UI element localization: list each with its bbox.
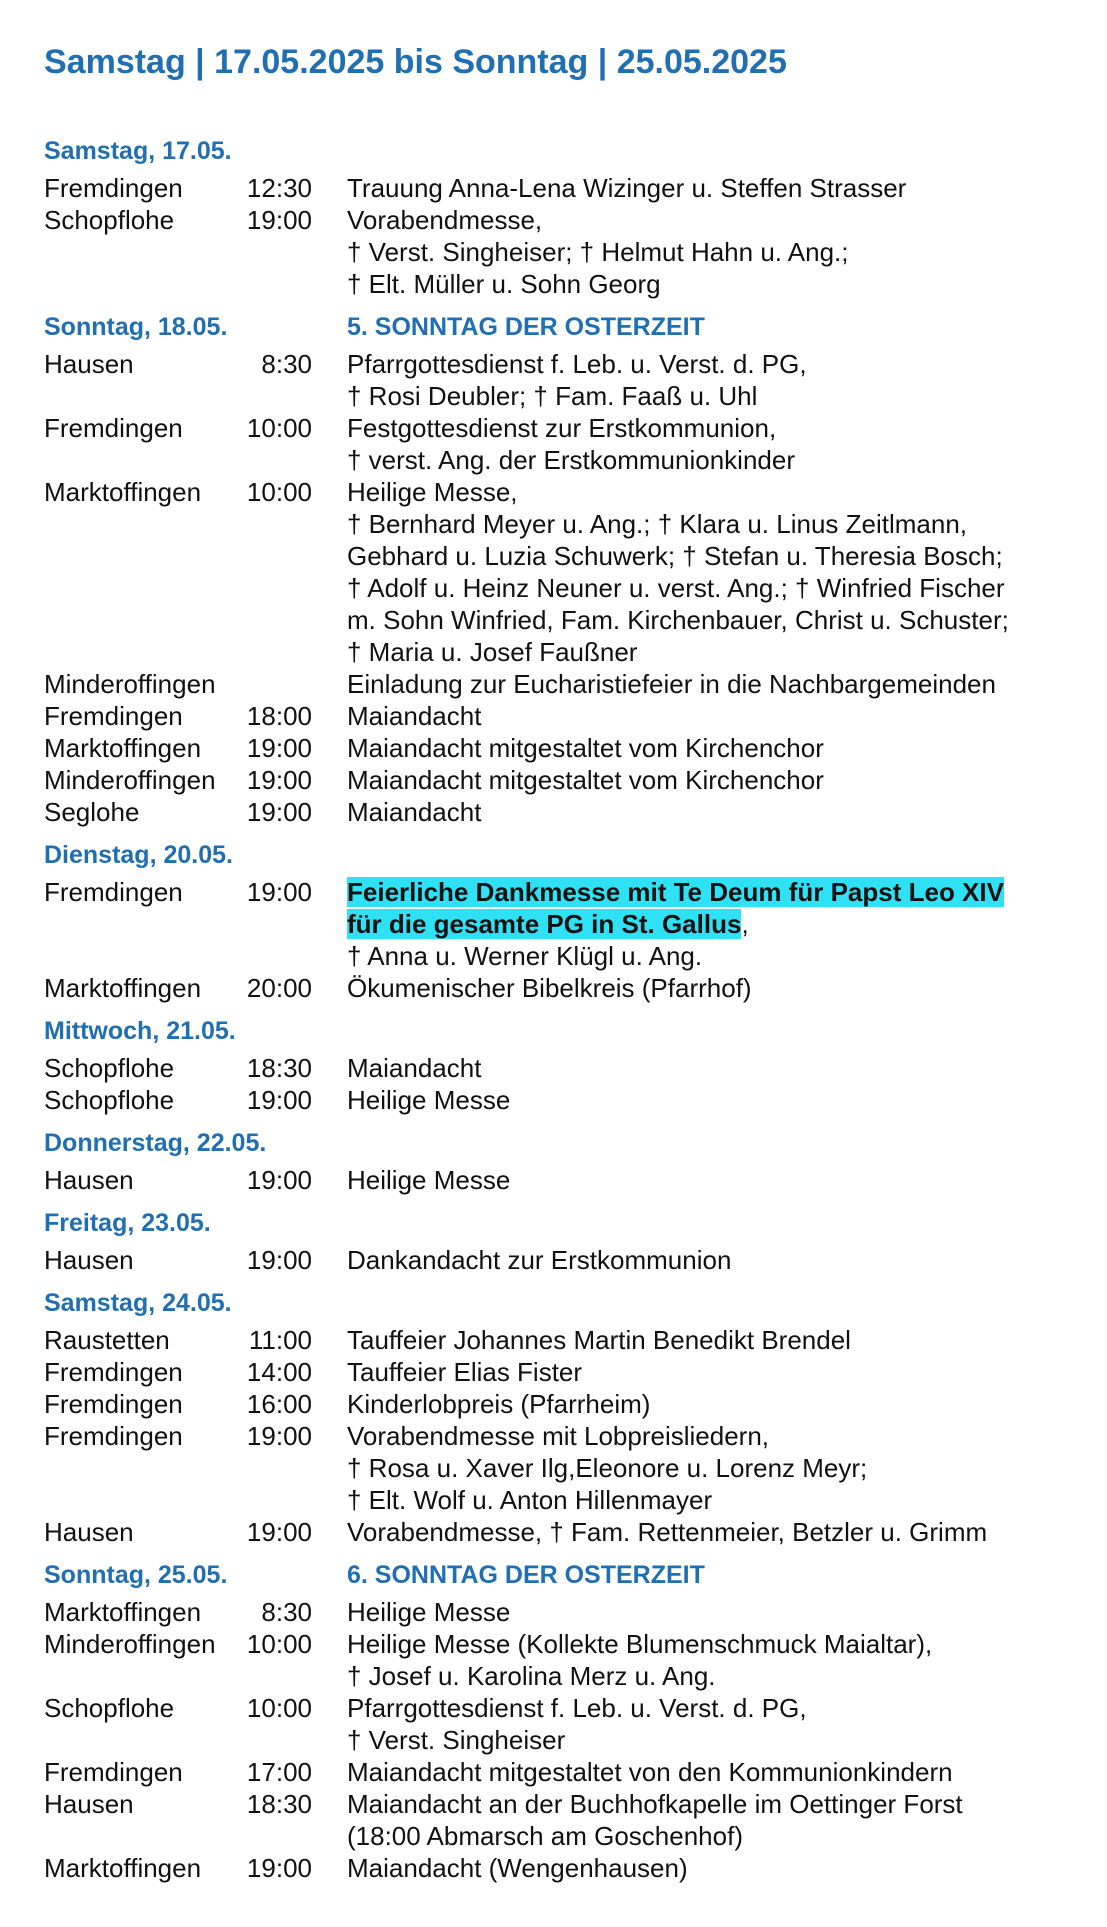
day-header bbox=[44, 1122, 1074, 1164]
entry-line: † Adolf u. Heinz Neuner u. verst. Ang.; † Winfried Fischer bbox=[347, 573, 1005, 603]
entry-time: 16:00 bbox=[246, 1389, 312, 1419]
entry-gap bbox=[312, 1628, 347, 1692]
entry-time: 19:00 bbox=[246, 1165, 312, 1195]
entry-line: † Verst. Singheiser bbox=[347, 1725, 566, 1755]
entry-time: 10:00 bbox=[246, 1629, 312, 1659]
entry-line: † Josef u. Karolina Merz u. Ang. bbox=[347, 1661, 716, 1691]
entry-gap bbox=[312, 204, 347, 300]
day-list bbox=[44, 130, 1074, 1884]
entry-gap bbox=[312, 700, 347, 732]
entry-text bbox=[347, 1596, 1074, 1628]
entry-line: † Verst. Singheiser; † Helmut Hahn u. Ang.; bbox=[347, 237, 849, 267]
day-header bbox=[44, 1282, 1074, 1324]
entry-place: Hausen bbox=[44, 1245, 134, 1275]
schedule-entry bbox=[44, 972, 1074, 1004]
entry-text bbox=[347, 1788, 1074, 1852]
entry-line: † verst. Ang. der Erstkommunionkinder bbox=[347, 445, 795, 475]
entry-text bbox=[347, 1388, 1074, 1420]
entry-text bbox=[347, 348, 1074, 412]
entry-place: Fremdingen bbox=[44, 1357, 183, 1387]
entry-time: 19:00 bbox=[246, 1421, 312, 1451]
day-section bbox=[44, 1010, 1074, 1116]
entry-line: Pfarrgottesdienst f. Leb. u. Verst. d. PG, bbox=[347, 1693, 807, 1723]
entry-text bbox=[347, 1164, 1074, 1196]
entry-time: 20:00 bbox=[246, 973, 312, 1003]
entry-gap bbox=[312, 732, 347, 764]
entry-text bbox=[347, 172, 1074, 204]
schedule-entry bbox=[44, 1596, 1074, 1628]
entry-line: Trauung Anna-Lena Wizinger u. Steffen Strasser bbox=[347, 173, 907, 203]
entry-place: Fremdingen bbox=[44, 1421, 183, 1451]
entry-text bbox=[347, 1356, 1074, 1388]
entry-gap bbox=[312, 1420, 347, 1516]
entry-place: Schopflohe bbox=[44, 205, 175, 235]
entry-text bbox=[347, 476, 1074, 668]
highlight-suffix: , bbox=[741, 909, 749, 939]
day-header bbox=[44, 1202, 1074, 1244]
page-title: Samstag | 17.05.2025 bis Sonntag | 25.05.2025 bbox=[44, 43, 787, 81]
entry-text bbox=[347, 1324, 1074, 1356]
schedule-entry bbox=[44, 1084, 1074, 1116]
schedule-entry bbox=[44, 1420, 1074, 1516]
day-label: Dienstag, 20.05. bbox=[44, 840, 233, 869]
entry-line: Maiandacht bbox=[347, 1053, 482, 1083]
entry-place: Hausen bbox=[44, 1789, 134, 1819]
schedule-entry bbox=[44, 412, 1074, 476]
entry-time: 19:00 bbox=[246, 733, 312, 763]
entry-place: Marktoffingen bbox=[44, 1597, 202, 1627]
entry-line: † Elt. Wolf u. Anton Hillenmayer bbox=[347, 1485, 713, 1515]
entry-line: † Rosi Deubler; † Fam. Faaß u. Uhl bbox=[347, 381, 758, 411]
day-section bbox=[44, 1282, 1074, 1548]
entry-line: Maiandacht bbox=[347, 797, 482, 827]
entry-text bbox=[347, 764, 1074, 796]
entry-gap bbox=[312, 172, 347, 204]
entry-gap bbox=[312, 348, 347, 412]
day-header bbox=[44, 306, 1074, 348]
schedule-entry bbox=[44, 764, 1074, 796]
entry-place: Schopflohe bbox=[44, 1693, 175, 1723]
entry-gap bbox=[312, 1516, 347, 1548]
entry-text bbox=[347, 668, 1074, 700]
schedule-entry bbox=[44, 204, 1074, 300]
entry-line: Heilige Messe bbox=[347, 1597, 511, 1627]
entry-text bbox=[347, 796, 1074, 828]
entry-time: 19:00 bbox=[246, 1853, 312, 1883]
schedule-entry bbox=[44, 172, 1074, 204]
entry-place: Raustetten bbox=[44, 1325, 170, 1355]
entry-gap bbox=[312, 1324, 347, 1356]
entry-place: Hausen bbox=[44, 1165, 134, 1195]
entry-line: † Bernhard Meyer u. Ang.; † Klara u. Linus Zeitlmann, bbox=[347, 509, 968, 539]
day-header bbox=[44, 834, 1074, 876]
schedule-entry bbox=[44, 1244, 1074, 1276]
entry-place: Fremdingen bbox=[44, 877, 183, 907]
entry-time: 14:00 bbox=[246, 1357, 312, 1387]
entry-place: Marktoffingen bbox=[44, 1853, 202, 1883]
entry-line: † Maria u. Josef Faußner bbox=[347, 637, 638, 667]
entry-text bbox=[347, 1516, 1074, 1548]
entry-text bbox=[347, 1692, 1074, 1756]
day-label: Samstag, 24.05. bbox=[44, 1288, 232, 1317]
schedule-entry bbox=[44, 1788, 1074, 1852]
entry-time: 17:00 bbox=[246, 1757, 312, 1787]
entry-line: Ökumenischer Bibelkreis (Pfarrhof) bbox=[347, 973, 752, 1003]
entry-line: Pfarrgottesdienst f. Leb. u. Verst. d. PG, bbox=[347, 349, 807, 379]
schedule-entry bbox=[44, 1324, 1074, 1356]
day-label: Donnerstag, 22.05. bbox=[44, 1128, 267, 1157]
schedule-entry bbox=[44, 796, 1074, 828]
entry-place: Schopflohe bbox=[44, 1085, 175, 1115]
entry-line: Maiandacht mitgestaltet vom Kirchenchor bbox=[347, 733, 824, 763]
entry-gap bbox=[312, 412, 347, 476]
schedule-entry bbox=[44, 1852, 1074, 1884]
entry-gap bbox=[312, 1692, 347, 1756]
schedule-entry bbox=[44, 876, 1074, 972]
schedule-page bbox=[44, 38, 1074, 1890]
entry-place: Minderoffingen bbox=[44, 1629, 216, 1659]
entry-text bbox=[347, 1852, 1074, 1884]
entry-text bbox=[347, 1628, 1074, 1692]
entry-line: † Elt. Müller u. Sohn Georg bbox=[347, 269, 661, 299]
schedule-entry bbox=[44, 476, 1074, 668]
entry-time: 18:30 bbox=[246, 1053, 312, 1083]
entry-line: Heilige Messe, bbox=[347, 477, 518, 507]
schedule-entry bbox=[44, 1164, 1074, 1196]
entry-text bbox=[347, 1052, 1074, 1084]
day-label: Sonntag, 18.05. bbox=[44, 312, 228, 341]
day-label: Samstag, 17.05. bbox=[44, 136, 232, 165]
entry-text bbox=[347, 412, 1074, 476]
entry-text bbox=[347, 876, 1074, 972]
entry-line: Tauffeier Johannes Martin Benedikt Brendel bbox=[347, 1325, 851, 1355]
entry-line bbox=[347, 876, 1074, 908]
entry-text bbox=[347, 972, 1074, 1004]
entry-time bbox=[240, 668, 312, 700]
day-label: Freitag, 23.05. bbox=[44, 1208, 211, 1237]
entry-time: 19:00 bbox=[246, 205, 312, 235]
day-header bbox=[44, 1554, 1074, 1596]
entry-time: 19:00 bbox=[246, 1085, 312, 1115]
schedule-entry bbox=[44, 1628, 1074, 1692]
entry-gap bbox=[312, 1052, 347, 1084]
entry-gap bbox=[312, 476, 347, 668]
entry-line: Vorabendmesse, † Fam. Rettenmeier, Betzler u. Grimm bbox=[347, 1517, 988, 1547]
day-section bbox=[44, 1202, 1074, 1276]
entry-line: Heilige Messe bbox=[347, 1085, 511, 1115]
entry-place: Fremdingen bbox=[44, 701, 183, 731]
day-label: Mittwoch, 21.05. bbox=[44, 1016, 236, 1045]
entry-gap bbox=[312, 1852, 347, 1884]
highlighted-text: für die gesamte PG in St. Gallus bbox=[347, 909, 742, 939]
entry-place: Schopflohe bbox=[44, 1053, 175, 1083]
entry-text bbox=[347, 732, 1074, 764]
entry-text bbox=[347, 204, 1074, 300]
schedule-entry bbox=[44, 1756, 1074, 1788]
entry-time: 19:00 bbox=[246, 877, 312, 907]
entry-place: Hausen bbox=[44, 349, 134, 379]
schedule-entry bbox=[44, 1388, 1074, 1420]
entry-time: 19:00 bbox=[246, 1517, 312, 1547]
entry-time: 19:00 bbox=[246, 765, 312, 795]
entry-line: Maiandacht mitgestaltet von den Kommunionkindern bbox=[347, 1757, 953, 1787]
entry-time: 19:00 bbox=[246, 797, 312, 827]
entry-time: 8:30 bbox=[261, 349, 312, 379]
entry-text bbox=[347, 700, 1074, 732]
entry-line: Festgottesdienst zur Erstkommunion, bbox=[347, 413, 777, 443]
entry-place: Marktoffingen bbox=[44, 477, 202, 507]
entry-gap bbox=[312, 764, 347, 796]
entry-text bbox=[347, 1244, 1074, 1276]
entry-time: 11:00 bbox=[248, 1325, 312, 1355]
entry-time: 10:00 bbox=[246, 413, 312, 443]
entry-place: Fremdingen bbox=[44, 413, 183, 443]
entry-time: 10:00 bbox=[246, 477, 312, 507]
day-section bbox=[44, 834, 1074, 1004]
entry-line: m. Sohn Winfried, Fam. Kirchenbauer, Christ u. Schuster; bbox=[347, 605, 1009, 635]
entry-gap bbox=[312, 1388, 347, 1420]
entry-time: 19:00 bbox=[246, 1245, 312, 1275]
entry-line: Maiandacht mitgestaltet vom Kirchenchor bbox=[347, 765, 824, 795]
entry-line: Tauffeier Elias Fister bbox=[347, 1357, 583, 1387]
entry-gap bbox=[312, 668, 347, 700]
entry-place: Minderoffingen bbox=[44, 765, 216, 795]
entry-line bbox=[347, 908, 1074, 940]
schedule-entry bbox=[44, 668, 1074, 700]
feast-title: 5. SONNTAG DER OSTERZEIT bbox=[347, 312, 705, 341]
entry-time: 10:00 bbox=[246, 1693, 312, 1723]
entry-time: 12:30 bbox=[246, 173, 312, 203]
entry-place: Minderoffingen bbox=[44, 669, 216, 699]
entry-text bbox=[347, 1420, 1074, 1516]
entry-place: Fremdingen bbox=[44, 1757, 183, 1787]
entry-time: 8:30 bbox=[261, 1597, 312, 1627]
entry-line: Maiandacht an der Buchhofkapelle im Oettinger Forst bbox=[347, 1789, 963, 1819]
entry-gap bbox=[312, 796, 347, 828]
entry-line: † Rosa u. Xaver Ilg,Eleonore u. Lorenz Meyr; bbox=[347, 1453, 868, 1483]
entry-place: Fremdingen bbox=[44, 173, 183, 203]
schedule-entry bbox=[44, 700, 1074, 732]
day-label: Sonntag, 25.05. bbox=[44, 1560, 228, 1589]
day-section bbox=[44, 130, 1074, 300]
entry-gap bbox=[312, 1788, 347, 1852]
entry-text bbox=[347, 1084, 1074, 1116]
entry-line: Vorabendmesse mit Lobpreisliedern, bbox=[347, 1421, 770, 1451]
entry-line: Maiandacht bbox=[347, 701, 482, 731]
day-section bbox=[44, 306, 1074, 828]
entry-line: Heilige Messe (Kollekte Blumenschmuck Maialtar), bbox=[347, 1629, 933, 1659]
day-section bbox=[44, 1554, 1074, 1884]
schedule-entry bbox=[44, 348, 1074, 412]
entry-line: Dankandacht zur Erstkommunion bbox=[347, 1245, 732, 1275]
schedule-entry bbox=[44, 1692, 1074, 1756]
day-section bbox=[44, 1122, 1074, 1196]
entry-place: Seglohe bbox=[44, 797, 140, 827]
entry-line: Kinderlobpreis (Pfarrheim) bbox=[347, 1389, 651, 1419]
entry-gap bbox=[312, 972, 347, 1004]
entry-place: Fremdingen bbox=[44, 1389, 183, 1419]
day-header bbox=[44, 1010, 1074, 1052]
highlighted-text: Feierliche Dankmesse mit Te Deum für Papst Leo XIV bbox=[347, 877, 1004, 907]
entry-text bbox=[347, 1756, 1074, 1788]
entry-line: Vorabendmesse, bbox=[347, 205, 543, 235]
entry-gap bbox=[312, 1164, 347, 1196]
entry-line: (18:00 Abmarsch am Goschenhof) bbox=[347, 1821, 743, 1851]
entry-place: Marktoffingen bbox=[44, 973, 202, 1003]
schedule-entry bbox=[44, 732, 1074, 764]
entry-line: Maiandacht (Wengenhausen) bbox=[347, 1853, 688, 1883]
feast-title: 6. SONNTAG DER OSTERZEIT bbox=[347, 1560, 705, 1589]
entry-gap bbox=[312, 1756, 347, 1788]
entry-place: Marktoffingen bbox=[44, 733, 202, 763]
schedule-entry bbox=[44, 1516, 1074, 1548]
entry-gap bbox=[312, 1084, 347, 1116]
day-header bbox=[44, 130, 1074, 172]
entry-line: Einladung zur Eucharistiefeier in die Nachbargemeinden bbox=[347, 669, 996, 699]
entry-time: 18:00 bbox=[246, 701, 312, 731]
entry-gap bbox=[312, 1244, 347, 1276]
schedule-entry bbox=[44, 1356, 1074, 1388]
entry-line: † Anna u. Werner Klügl u. Ang. bbox=[347, 941, 703, 971]
entry-gap bbox=[312, 1596, 347, 1628]
entry-gap bbox=[312, 1356, 347, 1388]
entry-line: Gebhard u. Luzia Schuwerk; † Stefan u. Theresia Bosch; bbox=[347, 541, 1003, 571]
entry-line: Heilige Messe bbox=[347, 1165, 511, 1195]
schedule-entry bbox=[44, 1052, 1074, 1084]
entry-place: Hausen bbox=[44, 1517, 134, 1547]
entry-gap bbox=[312, 876, 347, 972]
entry-time: 18:30 bbox=[246, 1789, 312, 1819]
